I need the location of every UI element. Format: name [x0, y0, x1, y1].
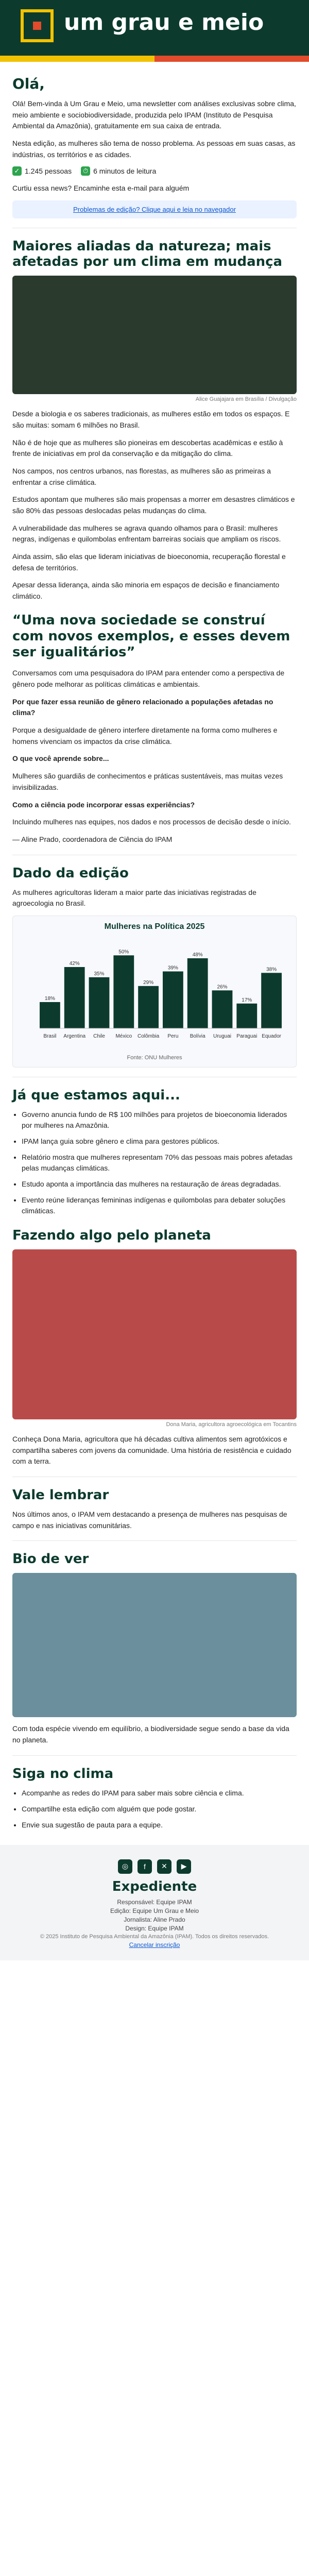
divider: [12, 1540, 297, 1541]
intro-paragraph-1: Olá! Bem-vinda à Um Grau e Meio, uma newsletter com análises exclusivas sobre clima, meio ambiente e sociobiodiversidade, produzida pelo IPAM (Instituto de Pesquisa Ambiental da Amazônia), gratuitamente em sua caixa de entrada.: [12, 99, 296, 130]
feature-para-5: A vulnerabilidade das mulheres se agrava quando olhamos para o Brasil: mulheres negras, indígenas e quilombolas enfrentam barreiras sociais que ampliam os riscos.: [12, 523, 281, 544]
bar: [64, 967, 85, 1028]
question-2: O que você aprende sobre...: [12, 754, 109, 763]
bar-value-label: 17%: [242, 997, 252, 1003]
unsubscribe-link[interactable]: Cancelar inscrição: [129, 1941, 180, 1948]
read-time-text: 6 minutos de leitura: [93, 167, 157, 176]
greeting: Olá,: [12, 75, 45, 92]
profile-text: Conheça Dona Maria, agricultora que há décadas cultiva alimentos sem agrotóxicos e compartilha saberes com jovens da comunidade. Uma história de resistência e cuidado com a terra.: [12, 1434, 291, 1466]
bar-value-label: 50%: [118, 949, 129, 955]
profile-photo-caption: Dona Maria, agricultora agroecológica em Tocantins: [166, 1421, 297, 1428]
feature-para-6: Ainda assim, são elas que lideram iniciativas de bioeconomia, recuperação florestal e defesa de territórios.: [12, 552, 286, 572]
news-title: Já que estamos aqui...: [12, 1087, 180, 1103]
answer-3: Incluindo mulheres nas equipes, nos dados e nos processos de decisão desde o início.: [12, 818, 291, 826]
news-item: • Estudo aponta a importância das mulheres na restauração de áreas degradadas.: [22, 1179, 297, 1190]
bar-value-label: 26%: [217, 984, 228, 990]
follow-list: [12, 1788, 297, 1831]
chart-title: Mulheres na Política 2025: [104, 922, 205, 931]
news-item: • Relatório mostra que mulheres representam 70% das pessoas mais pobres afetadas pelas mudanças climáticas.: [22, 1152, 297, 1174]
feature-para-3: Nos campos, nos centros urbanos, nas florestas, as mulheres são as primeiras a enfrentar a crise climática.: [12, 466, 271, 486]
youtube-icon[interactable]: ▶: [177, 1859, 191, 1874]
footer: [0, 1845, 309, 1960]
footer-brand: Expediente: [112, 1878, 197, 1894]
views-icon: ✓: [12, 166, 22, 176]
category-label: Argentina: [63, 1033, 86, 1039]
follow-title: Siga no clima: [12, 1766, 114, 1782]
feature-para-4: Estudos apontam que mulheres são mais propensas a morrer em desastres climáticos e são 80% das pessoas deslocadas pelas mudanças do clima.: [12, 495, 295, 515]
profile-photo: [12, 1249, 297, 1419]
bio-text: Com toda espécie vivendo em equilíbrio, a biodiversidade segue sendo a base da vida no planeta.: [12, 1724, 289, 1744]
views-text: 1.245 pessoas: [25, 167, 72, 176]
bio-photo: [12, 1573, 297, 1717]
bar: [89, 977, 110, 1028]
profile-title: Fazendo algo pelo planeta: [12, 1227, 211, 1243]
view-in-browser-link[interactable]: Problemas de edição? Clique aqui e leia no navegador: [73, 206, 236, 214]
bar: [236, 1004, 257, 1028]
answer-1: Porque a desigualdade de gênero interfere diretamente na forma como mulheres e homens vivenciam os impactos da crise climática.: [12, 726, 278, 745]
footer-line-3: Jornalista: Aline Prado: [124, 1916, 185, 1923]
category-label: México: [115, 1033, 132, 1039]
bar-value-label: 38%: [266, 967, 277, 973]
remember-text: Nos últimos anos, o IPAM vem destacando a presença de mulheres nas pesquisas de campo e nas iniciativas comunitárias.: [12, 1510, 287, 1530]
bar: [187, 958, 208, 1028]
follow-item: • Acompanhe as redes do IPAM para saber mais sobre ciência e clima.: [22, 1788, 297, 1799]
logo-icon: [21, 9, 54, 42]
brand-title: um grau e meio: [64, 9, 264, 36]
bar-value-label: 35%: [94, 971, 105, 977]
question-3: Como a ciência pode incorporar essas experiências?: [12, 800, 195, 809]
bar: [138, 986, 159, 1028]
bar: [261, 973, 282, 1028]
meta-read-time: [81, 166, 156, 176]
category-label: Brasil: [43, 1033, 57, 1039]
follow-item: • Compartilhe esta edição com alguém que pode gostar.: [22, 1804, 297, 1815]
category-label: Chile: [93, 1033, 105, 1039]
news-list: [12, 1109, 297, 1216]
footer-copyright: © 2025 Instituto de Pesquisa Ambiental da Amazônia (IPAM). Todos os direitos reservados.: [40, 1933, 269, 1940]
feature-title: Maiores aliadas da natureza; mais afetadas por um clima em mudança: [12, 239, 283, 270]
facebook-icon[interactable]: f: [138, 1859, 152, 1874]
question-1: Por que fazer essa reunião de gênero relacionado a populações afetadas no clima?: [12, 697, 273, 717]
feature-photo-caption: Alice Guajajara em Brasília / Divulgação: [195, 396, 297, 403]
bar: [212, 990, 233, 1028]
data-title: Dado da edição: [12, 865, 129, 881]
x-icon[interactable]: ✕: [157, 1859, 171, 1874]
bar-value-label: 29%: [143, 979, 154, 986]
meta-views: [12, 166, 72, 176]
clock-icon: ⏱: [81, 166, 90, 176]
header-hero: [0, 0, 309, 62]
category-label: Uruguai: [213, 1033, 232, 1039]
bar: [163, 971, 183, 1028]
footer-line-2: Edição: Equipe Um Grau e Meio: [110, 1907, 199, 1914]
bar-value-label: 48%: [192, 952, 203, 958]
pull-quote: “Uma nova sociedade se construí com novos exemplos, e esses devem ser igualitários”: [12, 612, 290, 660]
category-label: Peru: [167, 1033, 179, 1039]
interview-author: — Aline Prado, coordenadora de Ciência do IPAM: [12, 835, 173, 843]
meta-row: [12, 166, 297, 176]
chart-note: Fonte: ONU Mulheres: [127, 1054, 182, 1061]
bar-value-label: 39%: [167, 965, 178, 971]
bar-value-label: 42%: [69, 960, 80, 967]
interview-intro: Conversamos com uma pesquisadora do IPAM para entender como a perspectiva de gênero pode melhorar as políticas climáticas e ambientais.: [12, 669, 285, 688]
feature-para-1: Desde a biologia e os saberes tradicionais, as mulheres estão em todos os espaços. E são muitas: somam 6 milhões no Brasil.: [12, 410, 290, 429]
feature-para-7: Apesar dessa liderança, ainda são minoria em espaços de decisão e financiamento climático.: [12, 581, 280, 601]
category-label: Colômbia: [137, 1033, 160, 1039]
footer-line-1: Responsável: Equipe IPAM: [117, 1898, 192, 1906]
follow-item: • Envie sua sugestão de pauta para a equipe.: [22, 1820, 297, 1831]
content: [0, 62, 309, 1845]
category-label: Paraguai: [236, 1033, 258, 1039]
chart-container: [12, 916, 297, 1067]
instagram-icon[interactable]: ◎: [118, 1859, 132, 1874]
bar: [40, 1002, 60, 1028]
intro-paragraph-2: Nesta edição, as mulheres são tema de nosso problema. As pessoas em suas casas, as indústrias, os territórios e as cidades.: [12, 139, 296, 159]
bar: [113, 955, 134, 1028]
category-label: Equador: [262, 1033, 282, 1039]
data-text: As mulheres agricultoras lideram a maior parte das iniciativas registradas de agroecologia no Brasil.: [12, 888, 256, 908]
bio-title: Bio de ver: [12, 1551, 89, 1567]
feature-para-2: Não é de hoje que as mulheres são pioneiras em descobertas acadêmicas e estão à frente de iniciativas em prol da conservação e da mitigação do clima.: [12, 438, 283, 458]
bar-value-label: 18%: [44, 995, 55, 1002]
feature-photo: [12, 276, 297, 394]
social-icons: [12, 1859, 297, 1874]
bar-chart: [19, 936, 287, 1049]
news-item: • IPAM lança guia sobre gênero e clima para gestores públicos.: [22, 1136, 297, 1147]
share-prompt: Curtiu essa news? Encaminhe esta e-mail para alguém: [12, 184, 190, 193]
category-label: Bolívia: [190, 1033, 205, 1039]
footer-line-4: Design: Equipe IPAM: [125, 1924, 184, 1932]
news-item: • Governo anuncia fundo de R$ 100 milhões para projetos de bioeconomia liderados por mulheres na Amazônia.: [22, 1109, 297, 1131]
view-in-browser-box: [12, 200, 297, 218]
divider: [12, 1755, 297, 1756]
header-stripe: [0, 56, 309, 62]
answer-2: Mulheres são guardiãs de conhecimentos e práticas sustentáveis, mas muitas vezes invisibilizadas.: [12, 772, 283, 791]
news-item: • Evento reúne lideranças femininas indígenas e quilombolas para debater soluções climáticas.: [22, 1195, 297, 1216]
remember-title: Vale lembrar: [12, 1487, 109, 1503]
